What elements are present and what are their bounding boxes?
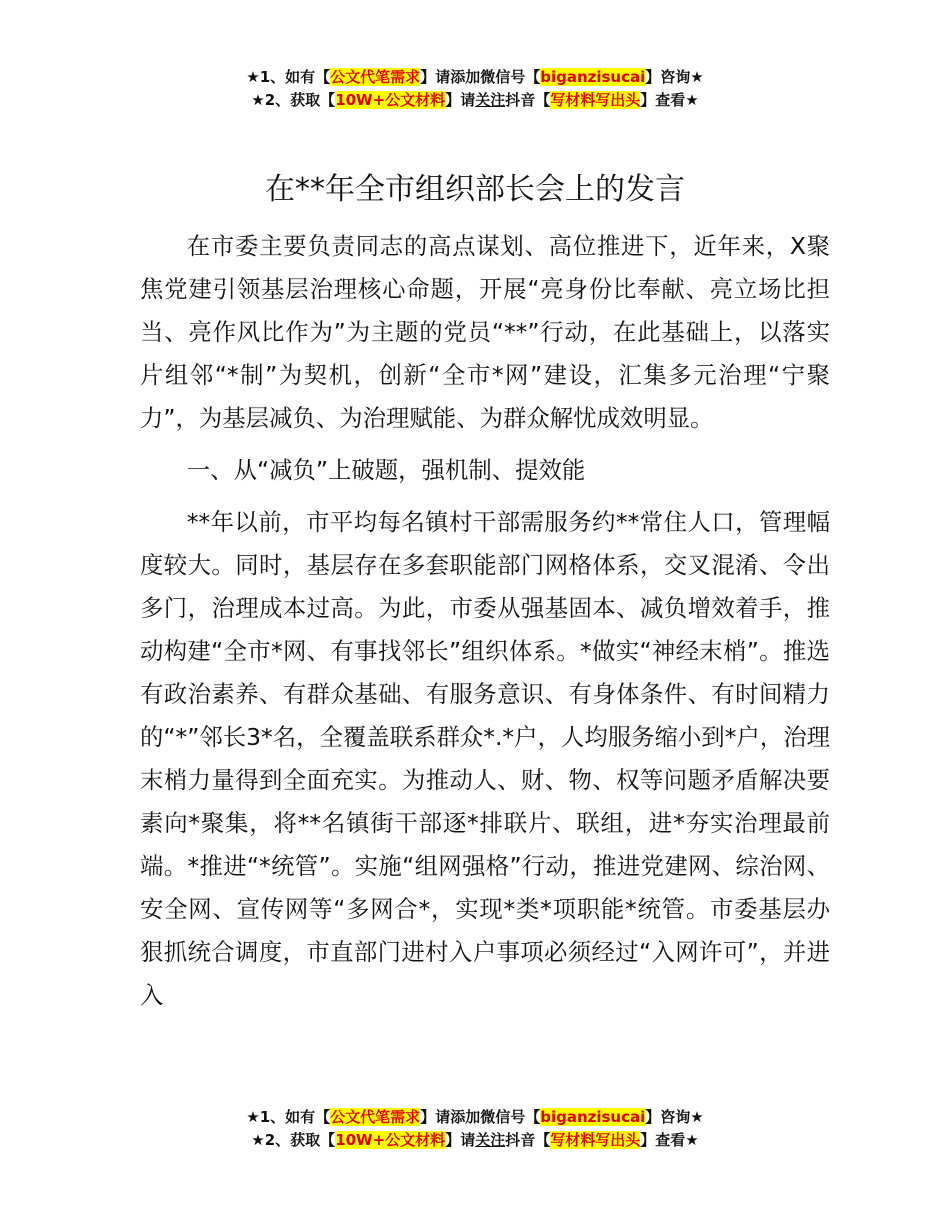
paragraph-section-1: **年以前，市平均每名镇村干部需服务约**常住人口，管理幅度较大。同时，基层存在多套职能部门网格体系，交叉混淆、令出多门，治理成本过高。为此，市委从强基固本、减负增效着手，推动构建“全市*网、有事找邻长”组织体系。*做实“神经末梢”。推选有政治素养、有群众基础、有服务意识、有身体条件、有时间精力的“*”邻长3*名，全覆盖联系群众*.*户，人均服务缩小到*户，治理末梢力量得到全面充实。为推动人、财、物、权等问题矛盾解决要素向*聚集，将**名镇街干部逐*排联片、联组，进*夯实治理最前端。*推进“*统管”。实施“组网强格”行动，推进党建网、综治网、安全网、宣传网等“多网合*，实现*类*项职能*统管。市委基层办狠抓统合调度，市直部门进村入户事项必须经过“入网许可”，并进入	[140, 508, 830, 1009]
promo-line2-mid2: 抖音【	[505, 91, 551, 109]
promo-line1-prefix: ★1、如有【	[246, 1108, 331, 1126]
promo-highlight-douyin-account: 写材料写出头	[550, 1131, 641, 1149]
promo-line1-suffix: 】咨询★	[645, 68, 704, 86]
section-heading-1: 一、从“减负”上破题，强机制、提效能	[186, 456, 586, 484]
promo-line2-prefix: ★2、获取【	[251, 91, 336, 109]
promo-line2-suffix: 】查看★	[640, 1131, 699, 1149]
top-promo-banner	[0, 66, 950, 112]
promo-line2-mid1: 】请	[445, 1131, 476, 1149]
document-title: 在**年全市组织部长会上的发言	[265, 172, 685, 207]
promo-follow-underlined: 关注	[475, 1131, 506, 1149]
promo-line1-mid: 】请添加微信号【	[420, 68, 541, 86]
promo-highlight-wechat-id: biganzisucai	[540, 1108, 646, 1126]
promo-line1-suffix: 】咨询★	[645, 1108, 704, 1126]
promo-line2-mid1: 】请	[445, 91, 476, 109]
promo-highlight-douyin-account: 写材料写出头	[550, 91, 641, 109]
document-body	[140, 225, 830, 1017]
promo-highlight-wechat-id: biganzisucai	[540, 68, 646, 86]
bottom-promo-banner	[0, 1106, 950, 1152]
promo-line2-mid2: 抖音【	[505, 1131, 551, 1149]
promo-highlight-ghostwriting: 公文代笔需求	[330, 1108, 421, 1126]
promo-line-1	[0, 66, 950, 89]
promo-highlight-ghostwriting: 公文代笔需求	[330, 68, 421, 86]
promo-follow-underlined: 关注	[475, 91, 506, 109]
paragraph-intro: 在市委主要负责同志的高点谋划、高位推进下，近年来，X聚焦党建引领基层治理核心命题，开展“亮身份比奉献、亮立场比担当、亮作风比作为”为主题的党员“**”行动，在此基础上，以落实片组邻“*制”为契机，创新“全市*网”建设，汇集多元治理“宁聚力”，为基层减负、为治理赋能、为群众解忧成效明显。	[140, 232, 830, 432]
promo-line1-mid: 】请添加微信号【	[420, 1108, 541, 1126]
promo-highlight-materials: 10W+公文材料	[335, 91, 446, 109]
promo-line2-prefix: ★2、获取【	[251, 1131, 336, 1149]
promo-line1-prefix: ★1、如有【	[246, 68, 331, 86]
promo-line-2	[0, 89, 950, 112]
promo-line-2	[0, 1129, 950, 1152]
promo-line-1	[0, 1106, 950, 1129]
promo-highlight-materials: 10W+公文材料	[335, 1131, 446, 1149]
promo-line2-suffix: 】查看★	[640, 91, 699, 109]
